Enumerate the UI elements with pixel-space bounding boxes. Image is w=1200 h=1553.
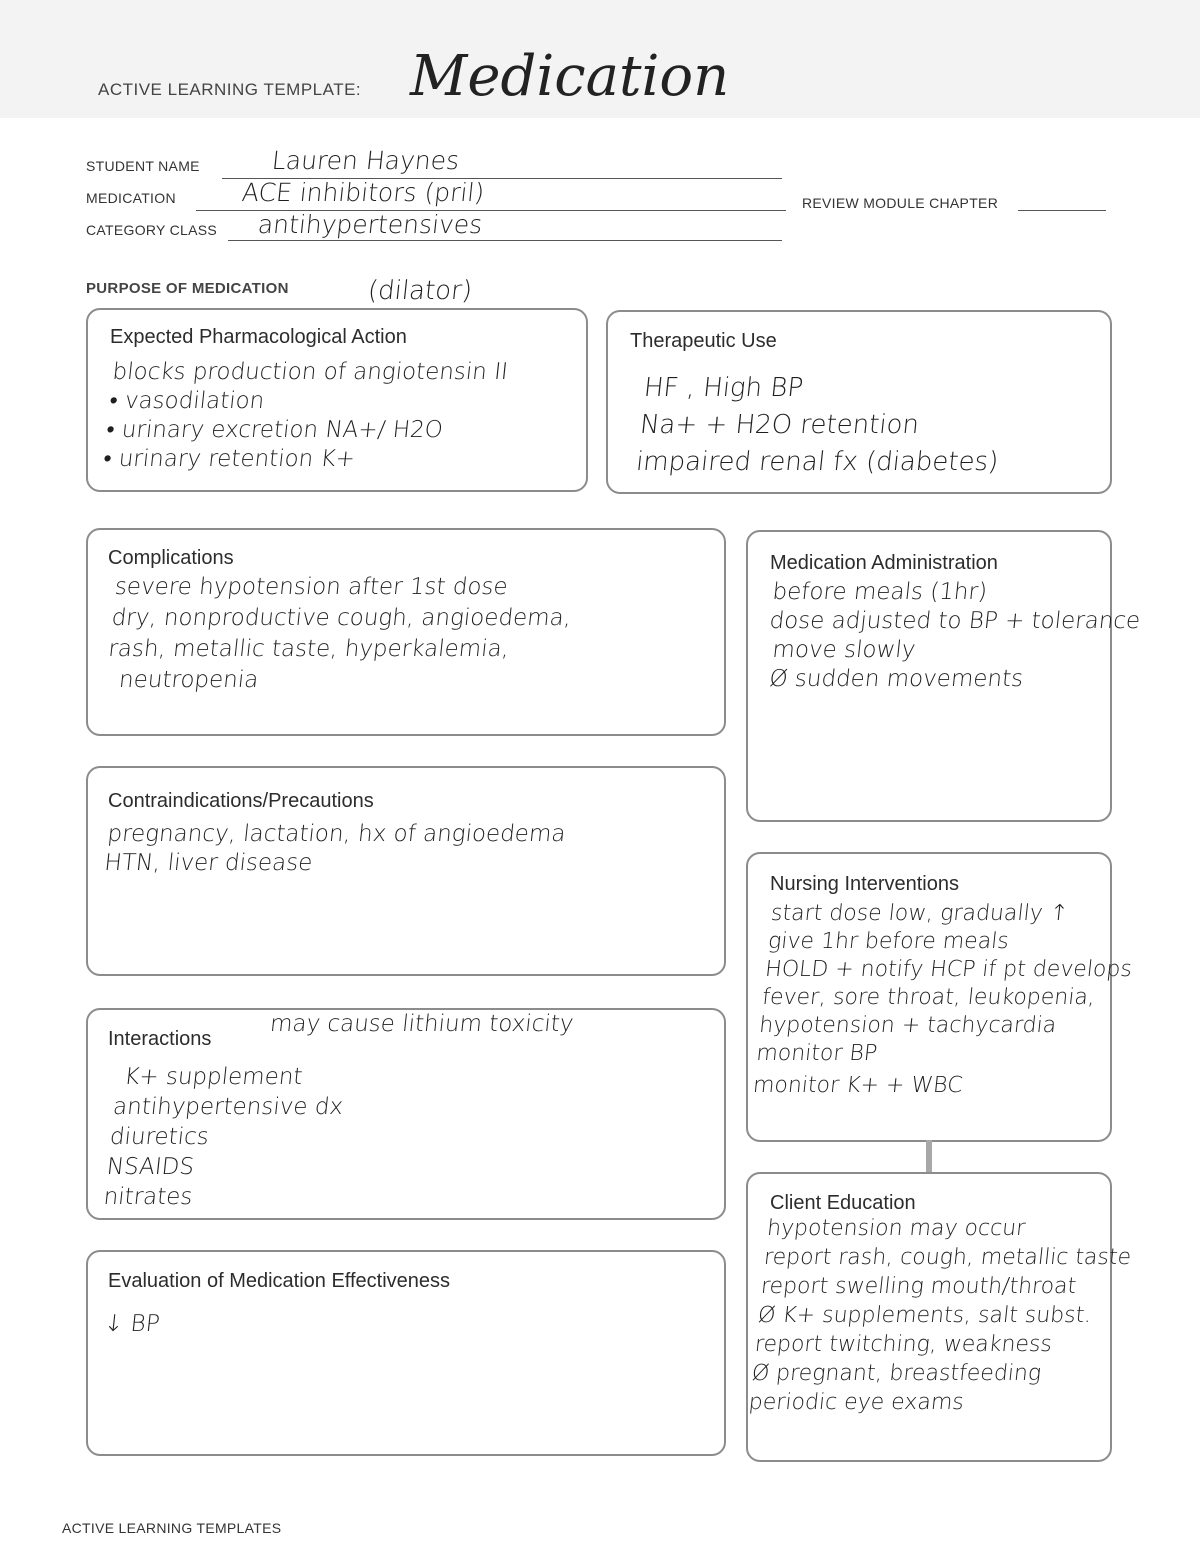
nursing-line: fever, sore throat, leukopenia, (760, 985, 1097, 1010)
review-module-label: REVIEW MODULE CHAPTER (802, 195, 999, 211)
client-ed-line: report twitching, weakness (753, 1332, 1054, 1357)
client-ed-line: periodic eye exams (747, 1390, 966, 1415)
nursing-line: monitor K+ + WBC (751, 1073, 964, 1098)
client-ed-line: Ø pregnant, breastfeeding (750, 1361, 1043, 1386)
interactions-body (102, 1062, 348, 1212)
client-ed-line: Ø K+ supplements, salt subst. (756, 1303, 1093, 1328)
nursing-line: give 1hr before meals (766, 929, 1011, 954)
interactions-line: antihypertensive dx (111, 1094, 345, 1120)
nursing-line: hypotension + tachycardia (758, 1013, 1058, 1038)
medication-label: MEDICATION (86, 190, 176, 206)
therapeutic-use-body (634, 370, 1008, 481)
client-ed-title: Client Education (770, 1192, 916, 1214)
contraindications-title: Contraindications/Precautions (108, 790, 374, 812)
client-ed-line: report swelling mouth/throat (759, 1274, 1078, 1299)
expected-action-body (102, 358, 594, 474)
therapeutic-use-title: Therapeutic Use (630, 330, 777, 352)
nursing-line: HOLD + notify HCP if pt develops (763, 957, 1134, 982)
expected-action-line: • urinary retention K+ (102, 446, 357, 472)
med-admin-title: Medication Administration (770, 552, 998, 574)
interactions-note: may cause lithium toxicity (268, 1011, 575, 1037)
page-title: Medication (410, 44, 730, 109)
med-admin-body (762, 578, 1200, 694)
medication-value: ACE inhibitors (pril) (240, 178, 486, 207)
complications-line: dry, nonproductive cough, angioedema, (110, 605, 573, 631)
client-ed-line: report rash, cough, metallic taste (762, 1245, 1133, 1270)
category-class-value: antihypertensives (256, 210, 484, 239)
student-name-label: STUDENT NAME (86, 158, 200, 174)
footer-label: ACTIVE LEARNING TEMPLATES (62, 1520, 282, 1536)
nursing-title: Nursing Interventions (770, 873, 959, 895)
therapeutic-use-line: Na+ + H2O retention (638, 410, 921, 440)
review-module-line (1018, 210, 1106, 211)
complications-title: Complications (108, 547, 234, 569)
therapeutic-use-line: impaired renal fx (diabetes) (634, 447, 1000, 477)
category-class-label: CATEGORY CLASS (86, 222, 218, 238)
evaluation-body (102, 1310, 161, 1339)
nursing-body (751, 900, 1200, 1100)
nursing-line: start dose low, gradually ↑ (769, 901, 1070, 926)
interactions-line: K+ supplement (122, 1064, 304, 1090)
interactions-line: nitrates (102, 1184, 194, 1210)
complications-line: severe hypotension after 1st dose (113, 574, 510, 600)
complications-line: neutropenia (117, 667, 260, 693)
student-name-value: Lauren Haynes (270, 146, 461, 175)
complications-line: rash, metallic taste, hyperkalemia, (107, 636, 511, 662)
expected-action-line: • urinary excretion NA+/ H2O (105, 417, 445, 443)
evaluation-title: Evaluation of Medication Effectiveness (108, 1270, 451, 1292)
expected-action-line: • vasodilation (108, 388, 266, 414)
client-ed-line: hypotension may occur (765, 1216, 1027, 1241)
med-admin-line: dose adjusted to BP + tolerance (768, 608, 1142, 634)
nursing-line: monitor BP (755, 1041, 879, 1066)
interactions-line: diuretics (108, 1124, 211, 1150)
contraindications-line: HTN, liver disease (103, 850, 314, 876)
template-label: ACTIVE LEARNING TEMPLATE: (98, 80, 362, 99)
therapeutic-use-line: HF , High BP (642, 373, 805, 403)
med-admin-line: before meals (1hr) (771, 579, 989, 605)
expected-action-title: Expected Pharmacological Action (110, 326, 407, 348)
complications-body (103, 572, 575, 696)
category-class-line (228, 240, 782, 241)
purpose-label: PURPOSE OF MEDICATION (86, 280, 289, 297)
med-admin-line: move slowly (771, 637, 917, 663)
expected-action-line: blocks production of angiotensin II (111, 359, 510, 385)
interactions-line: NSAIDS (105, 1154, 196, 1180)
med-admin-line: Ø sudden movements (768, 666, 1025, 692)
evaluation-line: ↓ BP (102, 1311, 161, 1337)
interactions-title: Interactions (108, 1028, 212, 1050)
connector-line (926, 1140, 932, 1172)
purpose-value: (dilator) (366, 276, 474, 306)
contraindications-line: pregnancy, lactation, hx of angioedema (106, 821, 567, 847)
client-ed-body (747, 1214, 1200, 1417)
contraindications-body (103, 820, 567, 878)
